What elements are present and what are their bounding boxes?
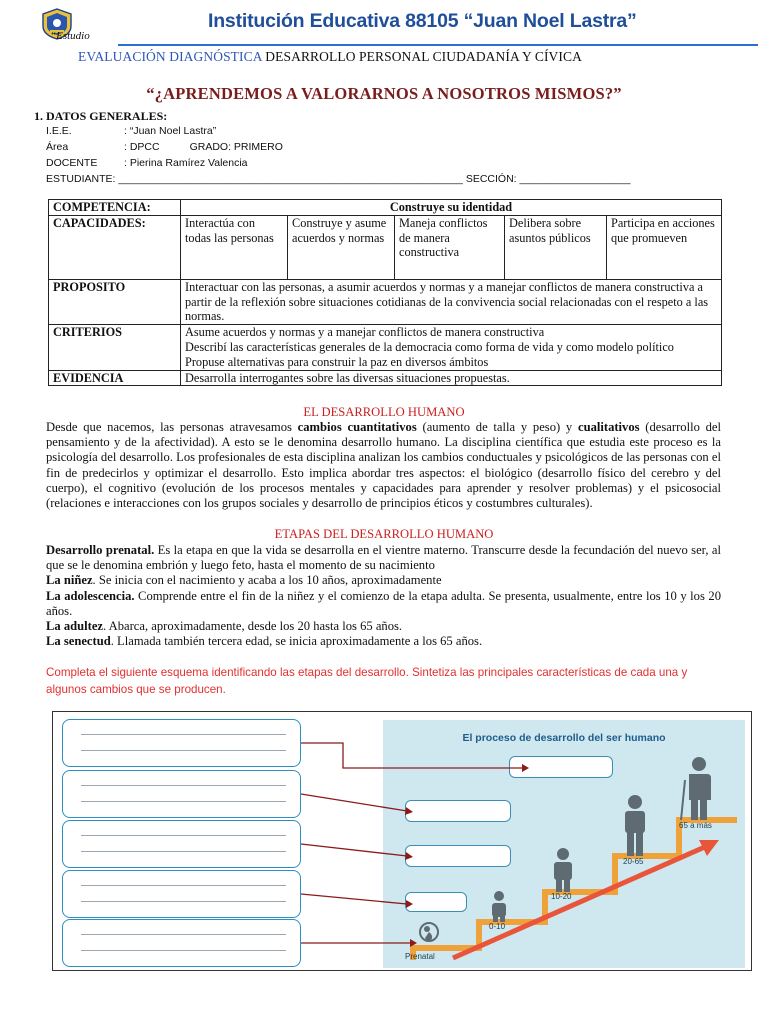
- school-motto: “Estudio: [50, 30, 90, 42]
- etapas-title: ETAPAS DEL DESARROLLO HUMANO: [274, 527, 494, 541]
- etapa-desc: . Abarca, aproximadamente, desde los 20 hasta los 65 años.: [103, 619, 403, 634]
- etapa-desc: Comprende entre el fin de la niñez y el comienzo de la etapa adulta. Se presenta, usualmente, entre los 10 y los 20 años.: [46, 588, 721, 618]
- teacher-row: [46, 157, 248, 169]
- etapas-list: [46, 543, 721, 649]
- proposito-value: Interactuar con las personas, a asumir acuerdos y normas y a manejar conflictos de manera constructiva a partir de la reflexión sobre situaciones cotidianas de la convivencia social relacionadas con el respeto a las normas.: [181, 279, 722, 324]
- iee-value: : “Juan Noel Lastra”: [124, 125, 217, 137]
- school-title: Institución Educativa 88105 “Juan Noel Lastra”: [208, 10, 637, 32]
- grade-value: GRADO: PRIMERO: [189, 141, 283, 153]
- etapa-desc: . Llamada también tercera edad, se inicia aproximadamente a los 65 años.: [110, 634, 483, 649]
- etapa-senectud: [46, 634, 721, 649]
- desarrollo-bold: cambios cuantitativos: [297, 420, 417, 434]
- evidencia-label: EVIDENCIA: [49, 370, 181, 386]
- evaluation-title: [78, 49, 582, 65]
- etapa-term: Desarrollo prenatal.: [46, 543, 155, 557]
- connector-lines: [53, 712, 753, 972]
- criterio-item: Describí las características generales de la democracia como forma de vida y como modelo político: [185, 339, 674, 354]
- desarrollo-title: EL DESARROLLO HUMANO: [303, 405, 465, 419]
- etapa-adultez: [46, 619, 721, 634]
- capacidad-cell: Interactúa con todas las personas: [181, 215, 288, 279]
- desarrollo-bold: cualitativos: [577, 420, 640, 434]
- etapa-term: La adultez: [46, 619, 104, 634]
- criterios-label: CRITERIOS: [49, 325, 181, 370]
- instruction-text: Completa el siguiente esquema identificando las etapas del desarrollo. Sintetiza las principales características de cada una y algunos cambios que se producen.: [46, 666, 688, 696]
- criterios-row: [49, 325, 722, 370]
- criterio-item: Asume acuerdos y normas y a manejar conflictos de manera constructiva: [185, 325, 545, 340]
- section-field[interactable]: SECCIÓN: ___________________: [465, 173, 631, 185]
- etapa-adolescencia: [46, 589, 721, 619]
- competencia-row: [49, 200, 722, 216]
- document-header: [0, 0, 768, 103]
- iee-row: [46, 125, 216, 137]
- criterio-item: Propuse alternativas para construir la paz en diversos ámbitos: [185, 354, 489, 369]
- capacidades-label: CAPACIDADES:: [49, 215, 181, 279]
- general-data-title: 1. DATOS GENERALES:: [34, 109, 168, 123]
- proposito-label: PROPOSITO: [49, 279, 181, 324]
- evidencia-value: Desarrolla interrogantes sobre las diversas situaciones propuestas.: [181, 370, 722, 386]
- capacidad-cell: Delibera sobre asuntos públicos: [505, 215, 607, 279]
- evidencia-row: [49, 370, 722, 386]
- capacidad-cell: Maneja conflictos de manera constructiva: [395, 215, 505, 279]
- iee-label: I.E.E.: [46, 125, 72, 137]
- area-value: : DPCC: [124, 141, 160, 153]
- etapa-term: La adolescencia.: [46, 588, 135, 603]
- header-divider: [118, 44, 758, 46]
- infographic-title: El proceso de desarrollo del ser humano: [462, 732, 666, 744]
- age-label: 65 a más: [679, 821, 712, 830]
- etapa-term: La senectud: [46, 634, 111, 649]
- evaluation-title-blue: EVALUACIÓN DIAGNÓSTICA: [78, 49, 262, 64]
- competencia-value: Construye su identidad: [181, 200, 722, 216]
- etapa-prenatal: [46, 543, 721, 573]
- etapa-desc: Es la etapa en que la vida se desarrolla en el vientre materno. Transcurre desde la fecundación del nuevo ser, al que se le denomina embrión y luego feto, hasta el momento de su nacimiento: [46, 543, 721, 573]
- age-label: 0-10: [489, 922, 506, 931]
- teacher-value: : Pierina Ramírez Valencia: [124, 157, 248, 169]
- main-question: “¿APRENDEMOS A VALORARNOS A NOSOTROS MISMOS?”: [146, 84, 622, 103]
- capacidad-cell: Participa en acciones que promueven: [607, 215, 722, 279]
- student-field[interactable]: ESTUDIANTE: ___________________________________________________________: [46, 173, 463, 185]
- etapa-desc: . Se inicia con el nacimiento y acaba a los 10 años, aproximadamente: [92, 573, 442, 588]
- proposito-row: [49, 279, 722, 324]
- etapa-term: La niñez: [46, 573, 93, 588]
- student-row: [46, 173, 630, 185]
- development-diagram: [52, 711, 752, 971]
- competencia-label: COMPETENCIA:: [49, 200, 181, 216]
- criterios-cell: [181, 325, 722, 370]
- desarrollo-text: (aumento de talla y peso) y: [416, 420, 578, 434]
- area-label: Área: [46, 141, 69, 153]
- evaluation-title-rest: DESARROLLO PERSONAL CIUDADANÍA Y CÍVICA: [261, 49, 582, 64]
- area-row: [46, 141, 283, 153]
- age-label: 20-65: [623, 857, 644, 866]
- competency-table: [48, 199, 722, 386]
- teacher-label: DOCENTE: [46, 157, 98, 169]
- desarrollo-text: (desarrollo del pensamiento y de la afectividad). A esto se le denomina desarrollo humano. La disciplina científica que estudia este proceso es la psicología del desarrollo. Los profesionales de esta disciplina analizan los cambios conductuales y psicológicos de las personas con el fin de predecirlos y optimizar el desarrollo. Esto implica abordar tres aspectos: el biológico (desarrollo físico del cerebro y del cuerpo), el cognitivo (evolución de los procesos mentales y capacidades para aprender y resolver problemas) y el psicosocial (relaciones e interacciones con los grupos sociales y desarrollo de principios éticos y costumbres culturales).: [46, 420, 721, 511]
- capacidad-cell: Construye y asume acuerdos y normas: [288, 215, 395, 279]
- capacidades-row: [49, 215, 722, 279]
- desarrollo-paragraph: [46, 420, 721, 511]
- age-label: 10-20: [551, 892, 572, 901]
- age-label: Prenatal: [405, 952, 435, 961]
- etapa-ninez: [46, 573, 721, 588]
- desarrollo-text: Desde que nacemos, las personas atravesamos: [46, 420, 298, 434]
